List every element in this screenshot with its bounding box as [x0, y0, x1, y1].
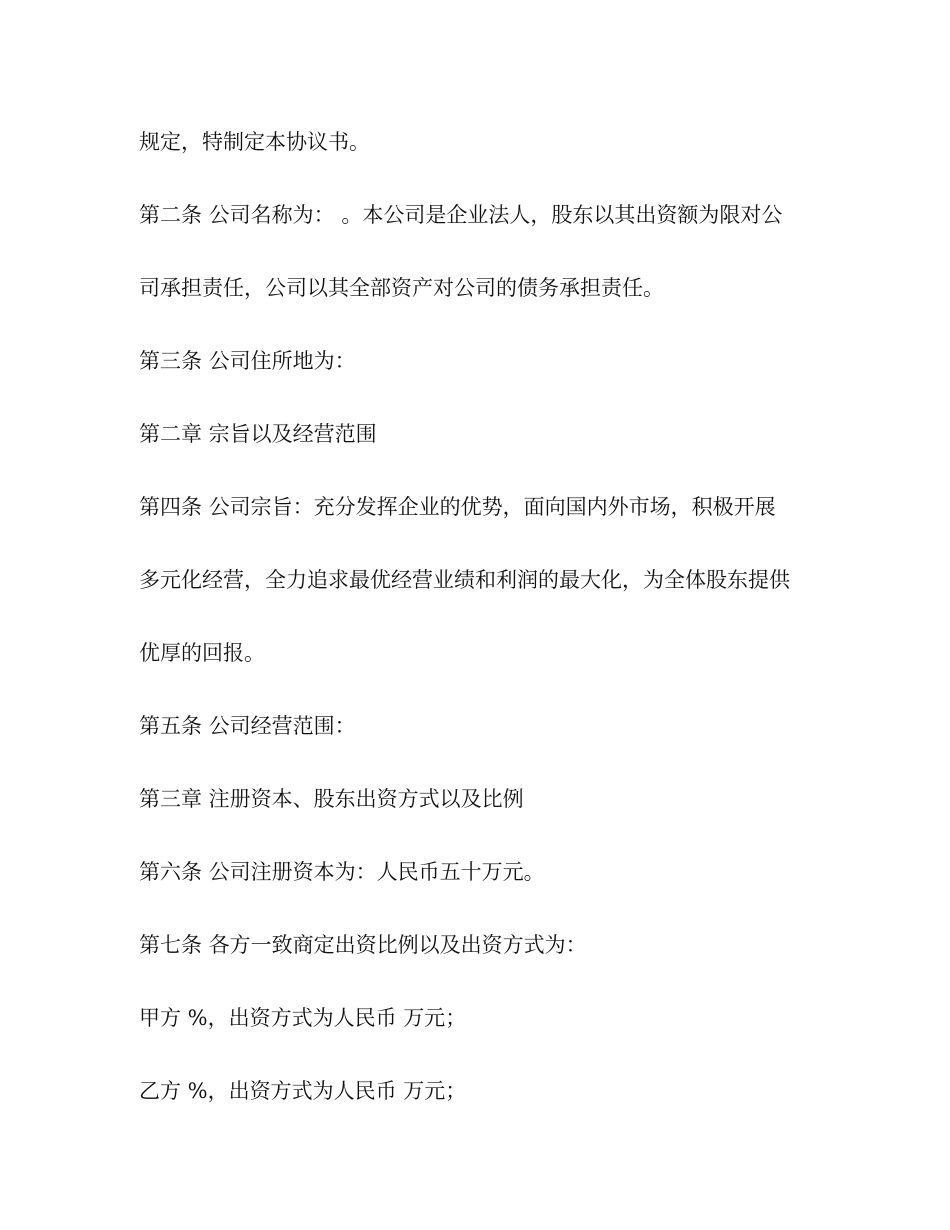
article-5: 第五条 公司经营范围：	[139, 714, 356, 738]
party-b-contribution: 乙方 %，出资方式为人民币 万元；	[139, 1079, 467, 1103]
article-4-line-1: 第四条 公司宗旨：充分发挥企业的优势，面向国内外市场，积极开展	[139, 495, 776, 519]
article-3: 第三条 公司住所地为：	[139, 349, 356, 373]
party-a-contribution: 甲方 %，出资方式为人民币 万元；	[139, 1006, 467, 1030]
chapter-3-heading: 第三章 注册资本、股东出资方式以及比例	[139, 787, 524, 811]
article-7: 第七条 各方一致商定出资比例以及出资方式为：	[139, 933, 587, 957]
article-4-line-2: 多元化经营，全力追求最优经营业绩和利润的最大化，为全体股东提供	[139, 568, 790, 592]
article-6: 第六条 公司注册资本为：人民币五十万元。	[139, 860, 545, 884]
text-line: 规定，特制定本协议书。	[139, 130, 370, 154]
chapter-2-heading: 第二章 宗旨以及经营范围	[139, 422, 377, 446]
article-2-line-1: 第二条 公司名称为： 。本公司是企业法人，股东以其出资额为限对公	[139, 203, 783, 227]
article-2-line-2: 司承担责任，公司以其全部资产对公司的债务承担责任。	[139, 276, 664, 300]
document-body	[139, 120, 829, 1142]
article-4-line-3: 优厚的回报。	[139, 641, 265, 665]
